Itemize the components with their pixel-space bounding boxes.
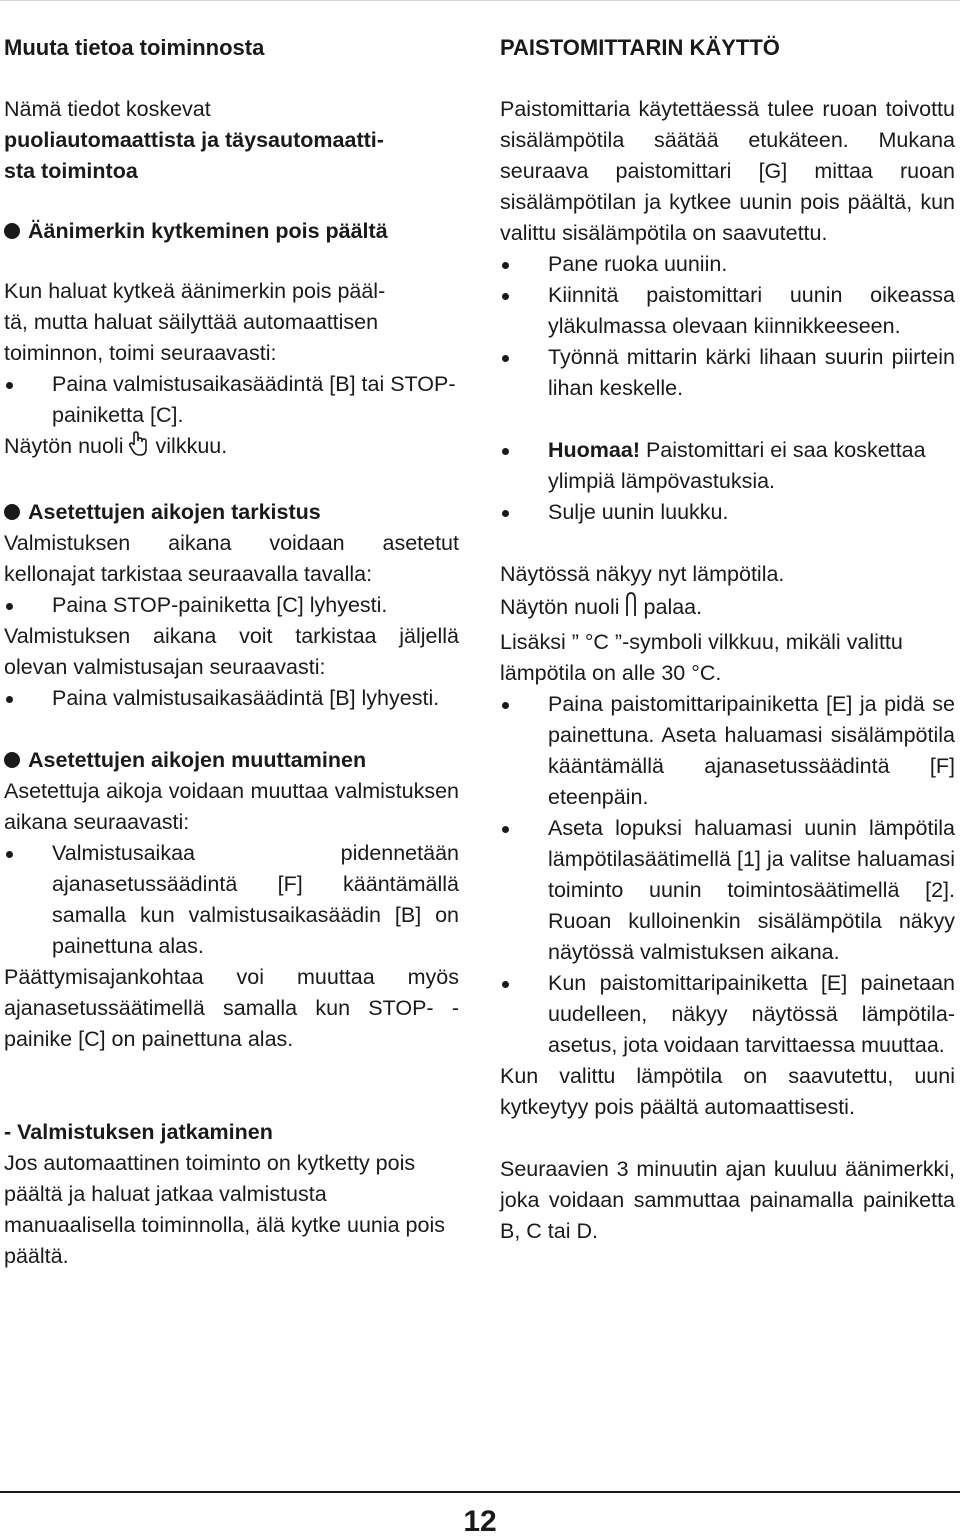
spacer (500, 63, 955, 94)
bullet-icon (4, 683, 52, 714)
arrow-suffix: vilkkuu. (155, 434, 228, 458)
list-item-text: Paina STOP-painiketta [C] lyhyesti. (52, 593, 388, 617)
note-strong: Huomaa! (548, 438, 640, 462)
list-item (500, 813, 955, 968)
paragraph-line: Näytössä näkyy nyt lämpötila. (500, 562, 785, 586)
list-item (500, 280, 955, 342)
list-item-text: Pane ruoka uuniin. (548, 252, 728, 276)
top-rule (0, 0, 960, 1)
section-title: Asetettujen aikojen muuttaminen (28, 748, 367, 772)
bullet-icon (500, 813, 548, 968)
bullet-icon (500, 342, 548, 404)
right-column (500, 32, 955, 1247)
bullet-icon (500, 435, 548, 497)
footer-rule (0, 1491, 960, 1493)
spacer (4, 63, 459, 94)
spacer (500, 528, 955, 559)
right-heading: PAISTOMITTARIN KÄYTTÖ (500, 35, 780, 60)
list-item-text: Sulje uunin luukku. (548, 500, 729, 524)
list-item (500, 342, 955, 404)
section-heading (4, 497, 459, 528)
list-item-text: Paina valmistusaikasäädintä [B] lyhyesti. (52, 686, 440, 710)
bullet-dot-icon (4, 752, 20, 768)
spacer (4, 714, 459, 745)
list-item-text: Työnnä mittarin kärki lihaan suurin piirtein lihan keskelle. (548, 345, 955, 400)
bullet-icon (4, 590, 52, 621)
list-item (4, 369, 459, 431)
spacer (4, 247, 459, 276)
spacer (4, 466, 459, 497)
list-item-text: Kun paistomittaripainiketta [E] painetaan uudelleen, näkyy näytössä lämpötila-asetus, jota voidaan tarvittaessa muuttaa. (548, 971, 955, 1057)
intro-bold-line: puoliautomaattista ja täysautomaatti- (4, 128, 384, 152)
section-title: Asetettujen aikojen tarkistus (28, 500, 321, 524)
list-item (500, 968, 955, 1061)
paragraph: Valmistuksen aikana voidaan asetetut kellonajat tarkistaa seuraavalla tavalla: (4, 531, 459, 586)
paragraph: Asetettuja aikoja voidaan muuttaa valmistuksen aikana seuraavasti: (4, 779, 459, 834)
paragraph-line: tä, mutta haluat säilyttää automaattisen (4, 310, 379, 334)
spacer (4, 1086, 459, 1117)
spacer (500, 1123, 955, 1154)
paragraph-line: toiminnon, toimi seuraavasti: (4, 341, 277, 365)
display-arrow-line (500, 590, 955, 627)
left-heading: Muuta tietoa toiminnosta (4, 35, 265, 60)
display-arrow-line (4, 431, 459, 466)
bullet-icon (500, 280, 548, 342)
list-item-text: Paina valmistusaikasäädintä [B] tai STOP-painiketta [C]. (52, 372, 456, 427)
spacer (4, 1055, 459, 1086)
left-column (4, 32, 459, 1272)
bullet-icon (500, 249, 548, 280)
paragraph: Seuraavien 3 minuutin ajan kuuluu äänimerkki, joka voidaan sammuttaa painamalla painiketta B, C tai D. (500, 1157, 955, 1243)
arrow-prefix: Näytön nuoli (500, 595, 620, 619)
bullet-icon (4, 369, 52, 431)
bullet-dot-icon (4, 504, 20, 520)
section-title: - Valmistuksen jatkaminen (4, 1120, 273, 1144)
paragraph: Päättymisajankohtaa voi muuttaa myös ajanasetussäätimellä samalla kun STOP- -painike [C] on painettuna alas. (4, 965, 459, 1051)
list-item (500, 689, 955, 813)
section-heading (4, 745, 459, 776)
paragraph: Paistomittaria käytettäessä tulee ruoan toivottu sisälämpötila säätää etukäteen. Mukana seuraava paistomittari [G] mittaa ruoan sisälämpötilan ja kytkee uunin pois päältä, kun valittu sisälämpötila on saavutettu. (500, 97, 955, 245)
bullet-icon (4, 838, 52, 962)
page-number: 12 (463, 1505, 497, 1538)
list-item (500, 249, 955, 280)
meat-probe-icon (624, 590, 638, 627)
arrow-suffix: palaa. (643, 595, 703, 619)
spacer (500, 404, 955, 435)
bullet-icon (500, 968, 548, 1061)
note-text (548, 435, 955, 497)
list-item-text: Valmistusaikaa pidennetään ajanasetussäädintä [F] kääntämällä samalla kun valmistusaikasäädin [B] on painettuna alas. (52, 841, 459, 958)
paragraph: Valmistuksen aikana voit tarkistaa jäljellä olevan valmistusajan seuraavasti: (4, 624, 459, 679)
section-heading (4, 216, 459, 247)
intro-line: Nämä tiedot koskevat (4, 97, 211, 121)
arrow-prefix: Näytön nuoli (4, 434, 124, 458)
list-item-text: Paina paistomittaripainiketta [E] ja pidä se painettuna. Aseta haluamasi sisälämpötila kääntämällä ajanasetussäädintä [F] eteenpäin. (548, 692, 955, 809)
list-item (4, 683, 459, 714)
spacer (4, 187, 459, 216)
list-item-text: Kiinnitä paistomittari uunin oikeassa yläkulmassa olevaan kiinnikkeeseen. (548, 283, 955, 338)
hand-pointer-icon (128, 431, 150, 466)
paragraph: Jos automaattinen toiminto on kytketty pois päältä ja haluat jatkaa valmistusta manuaalisella toiminnolla, älä kytke uunia pois päältä. (4, 1151, 446, 1268)
section-title: Äänimerkin kytkeminen pois päältä (28, 219, 388, 243)
paragraph-line: Kun haluat kytkeä äänimerkin pois pääl- (4, 279, 386, 303)
bullet-dot-icon (4, 223, 20, 239)
list-item (500, 497, 955, 528)
list-item (500, 435, 955, 497)
bullet-icon (500, 689, 548, 813)
list-item (4, 590, 459, 621)
list-item (4, 838, 459, 962)
intro-bold-line: sta toimintoa (4, 159, 138, 183)
note-rest: Paistomittari ei saa koskettaa ylimpiä lämpövastuksia. (548, 438, 926, 493)
list-item-text: Aseta lopuksi haluamasi uunin lämpötila lämpötilasäätimellä [1] ja valitse haluamasi toiminto uunin toimintosäätimellä [2]. Ruoan kulloinenkin sisälämpötila näkyy näytössä valmistuksen aikana. (548, 816, 955, 964)
bullet-icon (500, 497, 548, 528)
paragraph: Kun valittu lämpötila on saavutettu, uuni kytkeytyy pois päältä automaattisesti. (500, 1064, 955, 1119)
paragraph: Lisäksi ” °C ”-symboli vilkkuu, mikäli valittu lämpötila on alle 30 °C. (500, 630, 903, 685)
